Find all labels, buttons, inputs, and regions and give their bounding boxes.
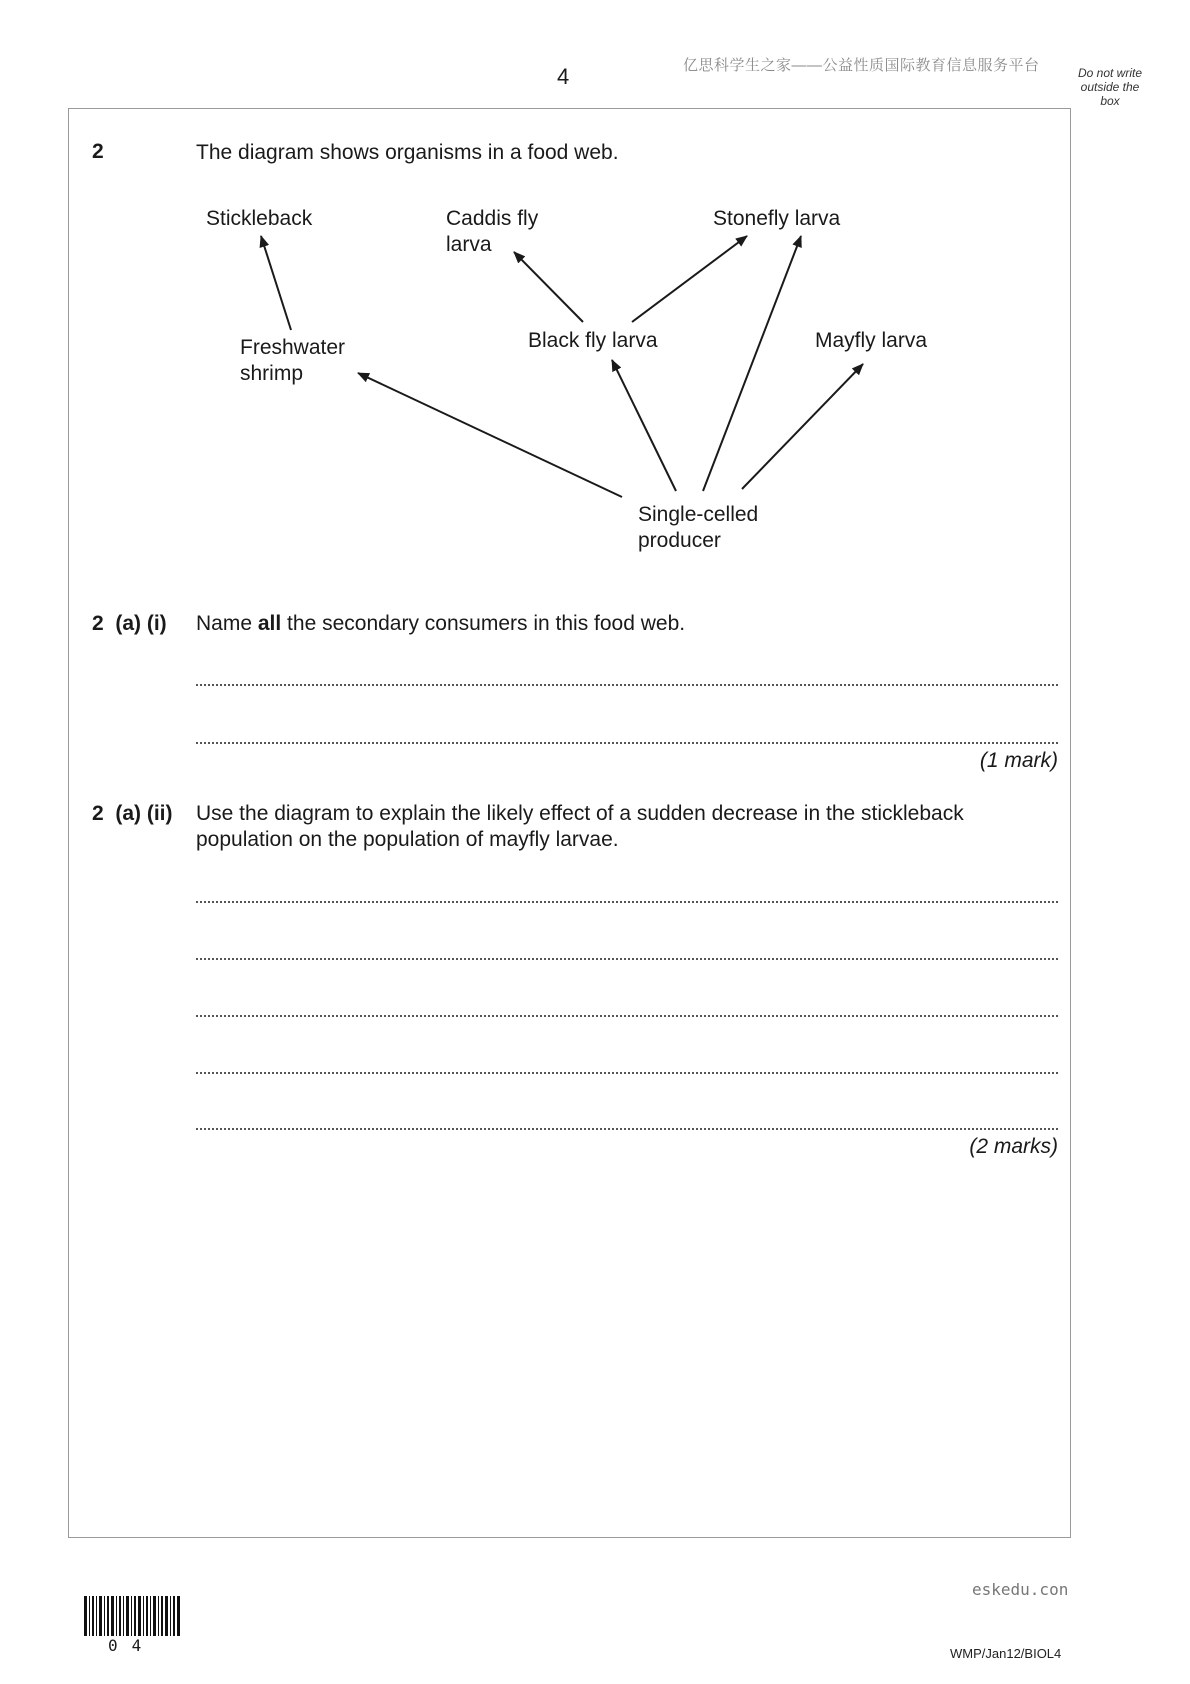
answer-line[interactable] [196,672,1058,686]
question-emphasis: all [257,612,282,635]
question-intro: The diagram shows organisms in a food web. [196,141,619,164]
part-a-ii-question [196,801,964,853]
part-a-i-question [196,611,685,637]
arrow-producer-to-stonefly [703,236,801,491]
answer-line[interactable] [196,1116,1058,1130]
margin-note-line: box [1100,94,1120,108]
marks-label: (2 marks) [969,1135,1058,1158]
question-text: the secondary consumers in this food web. [281,612,686,635]
answer-line[interactable] [196,1003,1058,1017]
part-a-i-label: 2 (a) (i) [92,612,167,635]
margin-note-line: outside the [1080,80,1140,94]
organism-single-celled-producer [638,502,758,554]
arrow-producer-to-shrimp [358,373,622,497]
footer-website: eskedu.con [972,1580,1069,1599]
answer-line[interactable] [196,730,1058,744]
arrow-blackfly-to-caddis [514,252,583,322]
organism-stonefly-larva: Stonefly larva [713,207,841,230]
question-text: Name [196,612,258,635]
organism-stickleback: Stickleback [206,207,313,230]
arrow-blackfly-to-stonefly [632,236,747,322]
organism-label-line: producer [638,529,721,552]
question-number: 2 [92,140,104,163]
question-line: Use the diagram to explain the likely effect of a sudden decrease in the stickleback [196,802,964,825]
part-a-ii-label: 2 (a) (ii) [92,802,173,825]
answer-line[interactable] [196,1060,1058,1074]
organism-label-line: Freshwater [240,336,346,359]
page-number: 4 [557,64,570,89]
barcode [84,1596,180,1636]
header-watermark: 亿思科学生之家——公益性质国际教育信息服务平台 [683,57,1040,74]
food-web-diagram [0,0,1190,600]
organism-black-fly-larva: Black fly larva [528,329,658,352]
answer-line[interactable] [196,946,1058,960]
organism-freshwater-shrimp [240,335,345,387]
organism-label-line: Caddis fly [446,207,539,230]
question-line: population on the population of mayfly larvae. [196,828,619,851]
organism-label-line: Single-celled [638,503,759,526]
arrow-shrimp-to-stickleback [261,236,291,330]
answer-line[interactable] [196,889,1058,903]
arrow-producer-to-blackfly [612,360,676,491]
organism-mayfly-larva: Mayfly larva [815,329,928,352]
arrow-producer-to-mayfly [742,364,863,489]
barcode-number: 04 [108,1636,156,1655]
marks-label: (1 mark) [979,749,1058,772]
margin-note-line: Do not write [1077,66,1143,80]
paper-code: WMP/Jan12/BIOL4 [950,1646,1062,1661]
organism-caddis-fly-larva [446,206,538,258]
organism-label-line: shrimp [240,362,304,385]
organism-label-line: larva [446,233,492,256]
